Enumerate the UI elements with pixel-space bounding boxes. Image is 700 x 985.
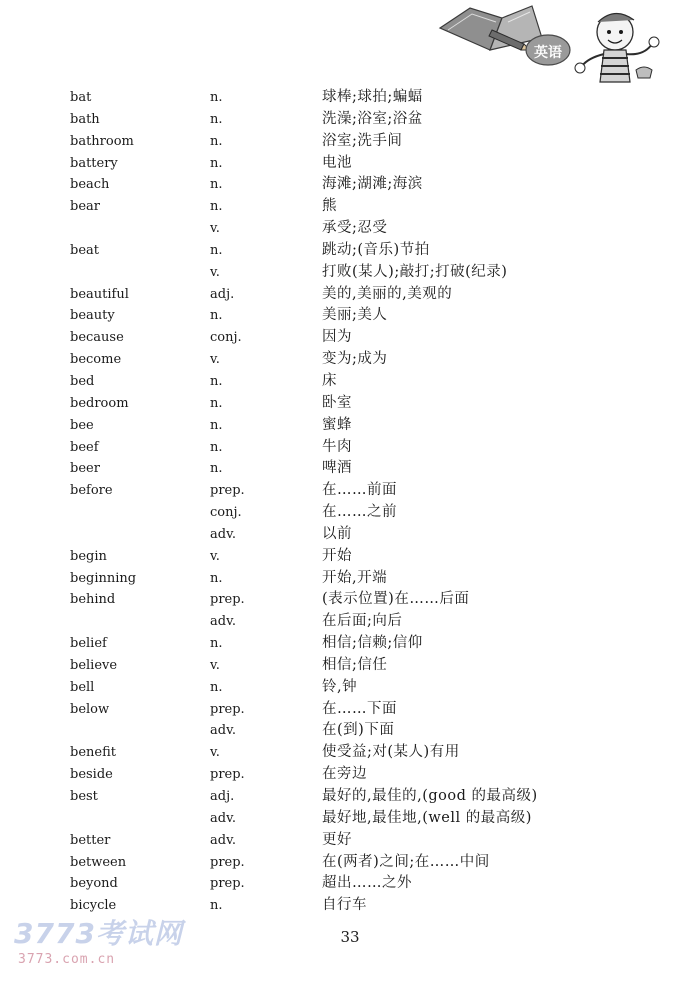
part-of-speech: prep. [210,854,245,870]
vocab-entry [70,393,630,415]
vocab-word: beyond [70,876,118,892]
vocab-word: best [70,789,98,804]
part-of-speech: prep. [210,876,245,892]
vocab-word: bell [70,679,95,695]
part-of-speech: v. [210,352,220,368]
part-of-speech: n. [210,395,223,411]
chinese-meaning: 相信;信赖;信仰 [322,635,423,652]
chinese-meaning: 蜜蜂 [322,416,352,433]
part-of-speech: n. [210,242,223,258]
vocab-entry [70,262,630,284]
vocabulary-list [70,87,630,917]
chinese-meaning: 在(到)下面 [322,722,395,739]
chinese-meaning: 最好地,最佳地,(well 的最高级) [322,809,532,826]
chinese-meaning: 电池 [322,154,352,171]
part-of-speech: v. [210,745,220,761]
chinese-meaning: 在后面;向后 [322,613,403,630]
part-of-speech: n. [210,679,223,695]
vocab-word: behind [70,592,116,608]
part-of-speech: adv. [210,526,237,542]
part-of-speech: v. [210,221,220,237]
part-of-speech: adv. [210,810,237,826]
chinese-meaning: 跳动;(音乐)节拍 [322,241,430,258]
chinese-meaning: 浴室;洗手间 [322,132,403,149]
vocab-entry [70,174,630,196]
vocab-entry [70,852,630,874]
vocab-entry [70,196,630,218]
part-of-speech: adj. [210,286,235,302]
vocab-entry [70,873,630,895]
vocab-word: bed [70,373,95,389]
vocab-entry [70,349,630,371]
vocab-word: battery [70,155,118,171]
site-watermark [14,918,183,968]
vocab-word: beauty [70,308,115,324]
vocab-word: bat [70,90,92,105]
part-of-speech: adv. [210,723,237,739]
vocab-entry [70,153,630,175]
part-of-speech: n. [210,133,223,149]
vocab-word: beach [70,177,110,193]
vocab-entry [70,742,630,764]
vocab-word: bee [70,417,94,433]
vocab-entry [70,415,630,437]
chinese-meaning: 铃,钟 [322,678,358,695]
vocab-entry [70,546,630,568]
part-of-speech: n. [210,417,223,433]
vocab-entry [70,895,630,917]
part-of-speech: n. [210,111,223,127]
chinese-meaning: 在……前面 [322,482,397,499]
vocab-word: belief [70,636,107,652]
chinese-meaning: 熊 [322,198,337,215]
vocab-entry [70,218,630,240]
vocab-word: begin [70,548,107,564]
vocab-entry [70,830,630,852]
chinese-meaning: (表示位置)在……后面 [322,591,470,608]
part-of-speech: n. [210,461,223,477]
part-of-speech: n. [210,570,223,586]
chinese-meaning: 承受;忍受 [322,220,388,237]
vocab-entry [70,786,630,808]
chinese-meaning: 打败(某人);敲打;打破(纪录) [322,263,508,280]
part-of-speech: prep. [210,701,245,717]
part-of-speech: n. [210,177,223,193]
vocab-entry [70,633,630,655]
chinese-meaning: 最好的,最佳的,(good 的最高级) [322,788,538,804]
part-of-speech: prep. [210,592,245,608]
chinese-meaning: 床 [322,372,337,389]
part-of-speech: n. [210,636,223,652]
part-of-speech: n. [210,308,223,324]
vocab-entry [70,131,630,153]
page-number: 33 [340,928,360,946]
vocab-entry [70,568,630,590]
vocab-entry [70,480,630,502]
chinese-meaning: 球棒;球拍;蝙蝠 [322,89,423,105]
part-of-speech: prep. [210,483,245,499]
part-of-speech: n. [210,199,223,215]
vocab-word: better [70,832,111,848]
vocab-entry [70,109,630,131]
vocab-entry [70,437,630,459]
part-of-speech: prep. [210,767,245,783]
vocab-word: beat [70,242,99,258]
vocab-word: beginning [70,570,137,586]
vocab-entry [70,371,630,393]
chinese-meaning: 在……之前 [322,504,397,521]
chinese-meaning: 洗澡;浴室;浴盆 [322,110,423,127]
vocab-entry [70,87,630,109]
vocab-entry [70,699,630,721]
vocab-word: between [70,854,127,870]
vocab-entry [70,327,630,349]
vocab-entry [70,764,630,786]
part-of-speech: adv. [210,832,237,848]
vocab-entry [70,305,630,327]
vocab-word: believe [70,657,118,673]
watermark-title: 3773考试网 [14,917,183,950]
vocab-word: bathroom [70,133,134,149]
vocab-word: bath [70,111,100,127]
vocab-entry [70,589,630,611]
watermark-url: 3773.com.cn [18,952,116,967]
vocab-entry [70,720,630,742]
chinese-meaning: 自行车 [322,897,367,914]
vocab-word: beside [70,767,113,783]
vocab-entry [70,655,630,677]
chinese-meaning: 相信;信任 [322,656,388,673]
vocab-word: before [70,483,113,499]
vocab-entry [70,611,630,633]
chinese-meaning: 以前 [322,525,352,542]
vocab-word: benefit [70,745,116,761]
vocab-entry [70,524,630,546]
chinese-meaning: 变为;成为 [322,351,388,368]
part-of-speech: conj. [210,505,242,521]
part-of-speech: v. [210,264,220,280]
chinese-meaning: 开始 [322,547,352,564]
chinese-meaning: 牛肉 [322,438,352,455]
part-of-speech: v. [210,548,220,564]
vocab-word: because [70,330,124,346]
vocab-word: beer [70,461,100,477]
vocab-entry [70,808,630,830]
vocab-word: below [70,701,110,717]
part-of-speech: n. [210,898,223,914]
chinese-meaning: 在(两者)之间;在……中间 [322,853,490,870]
chinese-meaning: 海滩;湖滩;海滨 [322,176,423,193]
vocab-entry [70,502,630,524]
part-of-speech: n. [210,155,223,171]
chinese-meaning: 在……下面 [322,700,397,717]
vocab-word: bear [70,199,100,215]
vocab-word: bedroom [70,395,129,411]
vocab-entry [70,458,630,480]
chinese-meaning: 在旁边 [322,766,367,783]
part-of-speech: n. [210,373,223,389]
part-of-speech: n. [210,439,223,455]
vocab-entry [70,240,630,262]
part-of-speech: adj. [210,789,235,804]
part-of-speech: conj. [210,330,242,346]
vocab-word: become [70,352,122,368]
chinese-meaning: 美的,美丽的,美观的 [322,285,453,302]
vocab-entry [70,284,630,306]
chinese-meaning: 因为 [322,329,352,346]
part-of-speech: v. [210,657,220,673]
vocab-word: beef [70,439,99,455]
chinese-meaning: 开始,开端 [322,569,388,586]
subject-badge-label: 英语 [534,45,562,61]
chinese-meaning: 更好 [322,831,352,848]
vocab-word: bicycle [70,898,117,914]
chinese-meaning: 美丽;美人 [322,307,388,324]
part-of-speech: adv. [210,614,237,630]
vocab-entry [70,677,630,699]
part-of-speech: n. [210,90,223,105]
chinese-meaning: 超出……之外 [322,875,412,892]
vocab-word: beautiful [70,286,129,302]
chinese-meaning: 卧室 [322,394,352,411]
chinese-meaning: 啤酒 [322,460,352,477]
chinese-meaning: 使受益;对(某人)有用 [322,744,460,761]
